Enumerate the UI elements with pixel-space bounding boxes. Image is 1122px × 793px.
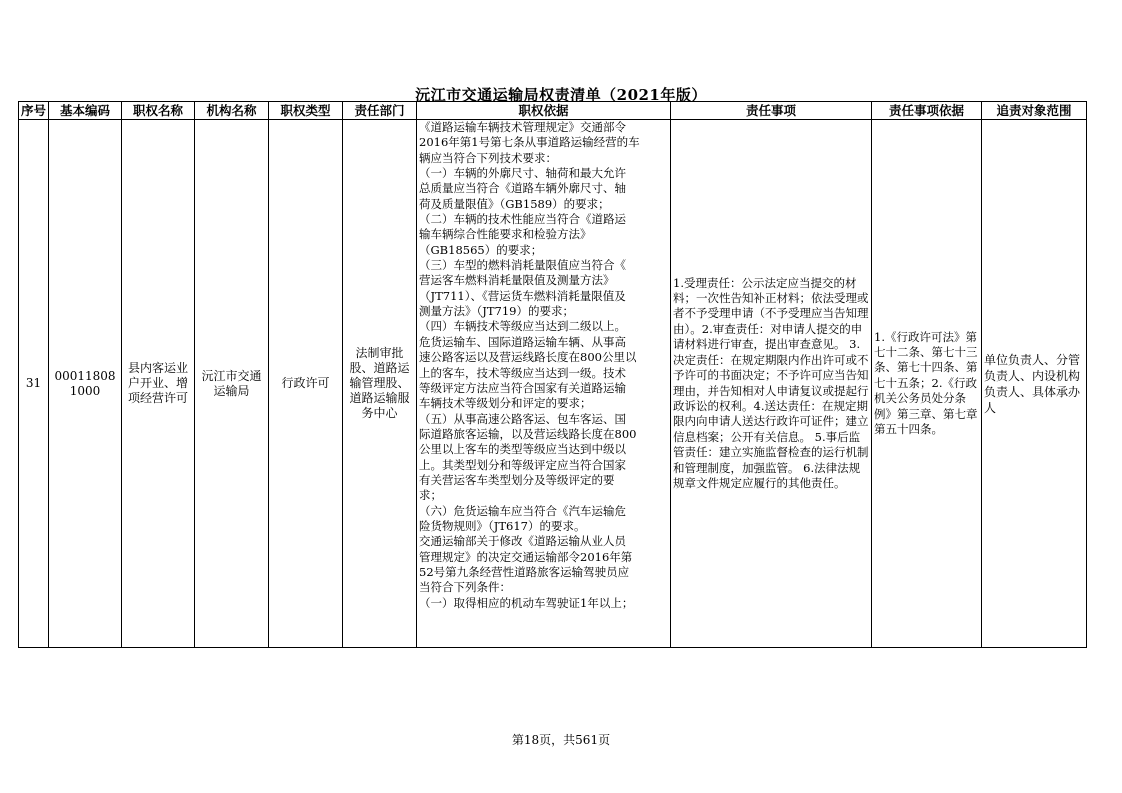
cell-duty-basis: 1.《行政许可法》第七十二条、第七十三条、第七十四条、第七十五条；2.《行政机关公务员处分条例》第三章、第七章第五十四条。 <box>872 120 982 648</box>
basis-line: 辆应当符合下列技术要求： <box>419 150 557 165</box>
basis-line: 当符合下列条件： <box>419 580 511 595</box>
cell-index: 31 <box>19 120 49 648</box>
cell-agency: 沅江市交通运输局 <box>195 120 269 648</box>
basis-line: （二）车辆的技术性能应当符合《道路运 <box>419 212 626 227</box>
col-header-agency: 机构名称 <box>195 102 269 120</box>
basis-line: 总质量应当符合《道路车辆外廓尺寸、轴 <box>419 181 626 196</box>
basis-line: 危货运输车、国际道路运输车辆、从事高 <box>419 334 626 349</box>
basis-line: 荷及质量限值》（GB1589）的要求； <box>419 196 610 211</box>
basis-line: （六）危货运输车应当符合《汽车运输危 <box>419 503 626 518</box>
col-header-index: 序号 <box>19 102 49 120</box>
basis-line: 《道路运输车辆技术管理规定》交通部令 <box>419 120 626 134</box>
col-header-scope: 追责对象范围 <box>982 102 1087 120</box>
basis-line: 营运客车燃料消耗量限值及测量方法》 <box>419 273 615 288</box>
basis-line: 险货物规则》（JT617）的要求。 <box>419 518 586 533</box>
table-row <box>19 120 1087 648</box>
page-title: 沅江市交通运输局权责清单（2021年版） <box>415 86 707 104</box>
basis-line: 上的客车，技术等级应当达到一级。技术 <box>419 365 626 380</box>
col-header-basis: 职权依据 <box>417 102 671 120</box>
basis-line: 公里以上客车的类型等级应当达到中级以 <box>419 442 626 457</box>
cell-name: 县内客运业户开业、增项经营许可 <box>122 120 195 648</box>
basis-line: 管理规定》的决定交通运输部令2016年第 <box>419 549 633 564</box>
basis-line: 求； <box>419 488 442 503</box>
basis-line: （一）取得相应的机动车驾驶证1年以上； <box>419 595 634 610</box>
basis-line: （GB18565）的要求； <box>419 242 543 257</box>
col-header-type: 职权类型 <box>269 102 343 120</box>
basis-line: 等级评定方法应当符合国家有关道路运输 <box>419 380 626 395</box>
basis-line: 际道路旅客运输，以及营运线路长度在800 <box>419 426 637 441</box>
cell-scope: 单位负责人、分管负责人、内设机构负责人、具体承办人 <box>982 120 1087 648</box>
col-header-name: 职权名称 <box>122 102 195 120</box>
page-footer: 第18页，共561页 <box>511 733 611 747</box>
cell-duties: 1.受理责任：公示法定应当提交的材料；一次性告知补正材料；依法受理或者不予受理申请（不予受理应当告知理由）。2.审查责任：对申请人提交的申请材料进行审查，提出审查意见。 3.决定责任：在规定期限内作出许可或不予许可的书面决定；不予许可应当告知理由，并告知相对人申请复议或提起行政诉讼的权利。4.送达责任：在规定期限内向申请人送达行政许可证件；建立信息档案；公开有关信息。 5.事后监管责任：建立实施监督检查的运行机制和管理制度，加强监管。 6.法律法规规章文件规定应履行的其他责任。 <box>671 120 872 648</box>
basis-line: 车辆技术等级划分和评定的要求； <box>419 396 592 411</box>
header-row <box>19 102 1087 120</box>
basis-line: 有关营运客车类型划分及等级评定的要 <box>419 472 615 487</box>
col-header-code: 基本编码 <box>49 102 122 120</box>
basis-line: 交通运输部关于修改《道路运输从业人员 <box>419 534 626 549</box>
col-header-department: 责任部门 <box>343 102 417 120</box>
basis-line: 52号第九条经营性道路旅客运输驾驶员应 <box>419 564 630 579</box>
basis-line: （JT711）、《营运货车燃料消耗量限值及 <box>419 288 626 303</box>
basis-line: 2016年第1号第七条从事道路运输经营的车 <box>419 135 640 150</box>
cell-department: 法制审批股、道路运输管理股、道路运输服务中心 <box>343 120 417 648</box>
cell-type: 行政许可 <box>269 120 343 648</box>
basis-line: （四）车辆技术等级应当达到二级以上。 <box>419 319 626 334</box>
cell-basis <box>417 120 671 648</box>
basis-line: 上。其类型划分和等级评定应当符合国家 <box>419 457 626 472</box>
basis-line: 速公路客运以及营运线路长度在800公里以 <box>419 350 637 365</box>
basis-line: 输车辆综合性能要求和检验方法》 <box>419 227 592 242</box>
cell-code: 000118081000 <box>49 120 122 648</box>
basis-line: （五）从事高速公路客运、包车客运、国 <box>419 411 626 426</box>
col-header-duty-basis: 责任事项依据 <box>872 102 982 120</box>
responsibility-table <box>18 101 1087 648</box>
col-header-duties: 责任事项 <box>671 102 872 120</box>
basis-line: （一）车辆的外廓尺寸、轴荷和最大允许 <box>419 166 626 181</box>
basis-line: （三）车型的燃料消耗量限值应当符合《 <box>419 258 626 273</box>
basis-line: 测量方法》（JT719）的要求； <box>419 304 574 319</box>
